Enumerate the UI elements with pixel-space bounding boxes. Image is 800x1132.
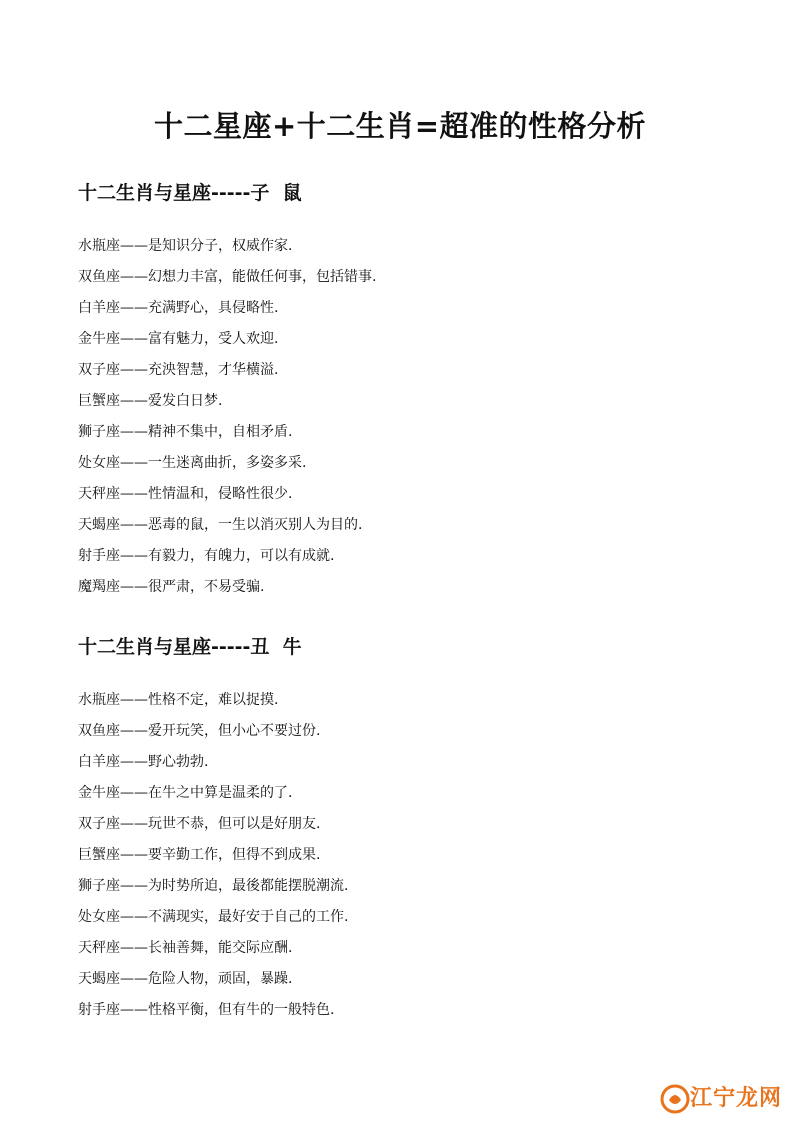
list-item: 双子座——玩世不恭，但可以是好朋友. xyxy=(78,816,321,832)
section-heading: 十二生肖与星座-----丑 牛 xyxy=(78,636,302,658)
list-item: 天秤座——性情温和，侵略性很少. xyxy=(78,486,293,502)
watermark-logo-icon xyxy=(660,1084,690,1114)
list-item: 巨蟹座——要辛勤工作，但得不到成果. xyxy=(78,847,321,863)
watermark xyxy=(660,1080,783,1120)
list-item: 射手座——有毅力，有魄力，可以有成就. xyxy=(78,548,335,564)
list-item: 水瓶座——是知识分子，权威作家. xyxy=(78,238,293,254)
list-item: 魔羯座——很严肃，不易受骗. xyxy=(78,579,265,595)
list-item: 天秤座——长袖善舞，能交际应酬. xyxy=(78,940,293,956)
list-item: 金牛座——富有魅力，受人欢迎. xyxy=(78,331,279,347)
list-item: 狮子座——为时势所迫，最後都能摆脱潮流. xyxy=(78,878,349,894)
list-item: 天蝎座——恶毒的鼠，一生以消灭别人为目的. xyxy=(78,517,363,533)
section-rat xyxy=(78,178,758,603)
list-item: 处女座——一生迷离曲折，多姿多采. xyxy=(78,455,307,471)
list-item: 处女座——不满现实，最好安于自己的工作. xyxy=(78,909,349,925)
section-heading: 十二生肖与星座-----子 鼠 xyxy=(78,182,302,204)
list-item: 双子座——充泱智慧，才华横溢. xyxy=(78,362,279,378)
document-title: 十二星座+十二生肖=超准的性格分析 xyxy=(153,109,647,143)
list-item: 狮子座——精神不集中，自相矛盾. xyxy=(78,424,293,440)
list-item: 双鱼座——幻想力丰富，能做任何事，包括错事. xyxy=(78,269,377,285)
list-item: 射手座——性格平衡，但有牛的一般特色. xyxy=(78,1002,335,1018)
list-item: 金牛座——在牛之中算是温柔的了. xyxy=(78,785,293,801)
list-item: 巨蟹座——爱发白日梦. xyxy=(78,393,223,409)
section-ox xyxy=(78,632,758,1026)
list-item: 白羊座——野心勃勃. xyxy=(78,754,209,770)
list-item: 双鱼座——爱开玩笑，但小心不要过份. xyxy=(78,723,321,739)
list-item: 白羊座——充满野心，具侵略性. xyxy=(78,300,279,316)
list-item: 天蝎座——危险人物，顽固，暴躁. xyxy=(78,971,293,987)
entry-list xyxy=(78,685,758,1026)
list-item: 水瓶座——性格不定，难以捉摸. xyxy=(78,692,279,708)
entry-list xyxy=(78,231,758,603)
watermark-text: 江宁龙网 xyxy=(690,1086,783,1111)
